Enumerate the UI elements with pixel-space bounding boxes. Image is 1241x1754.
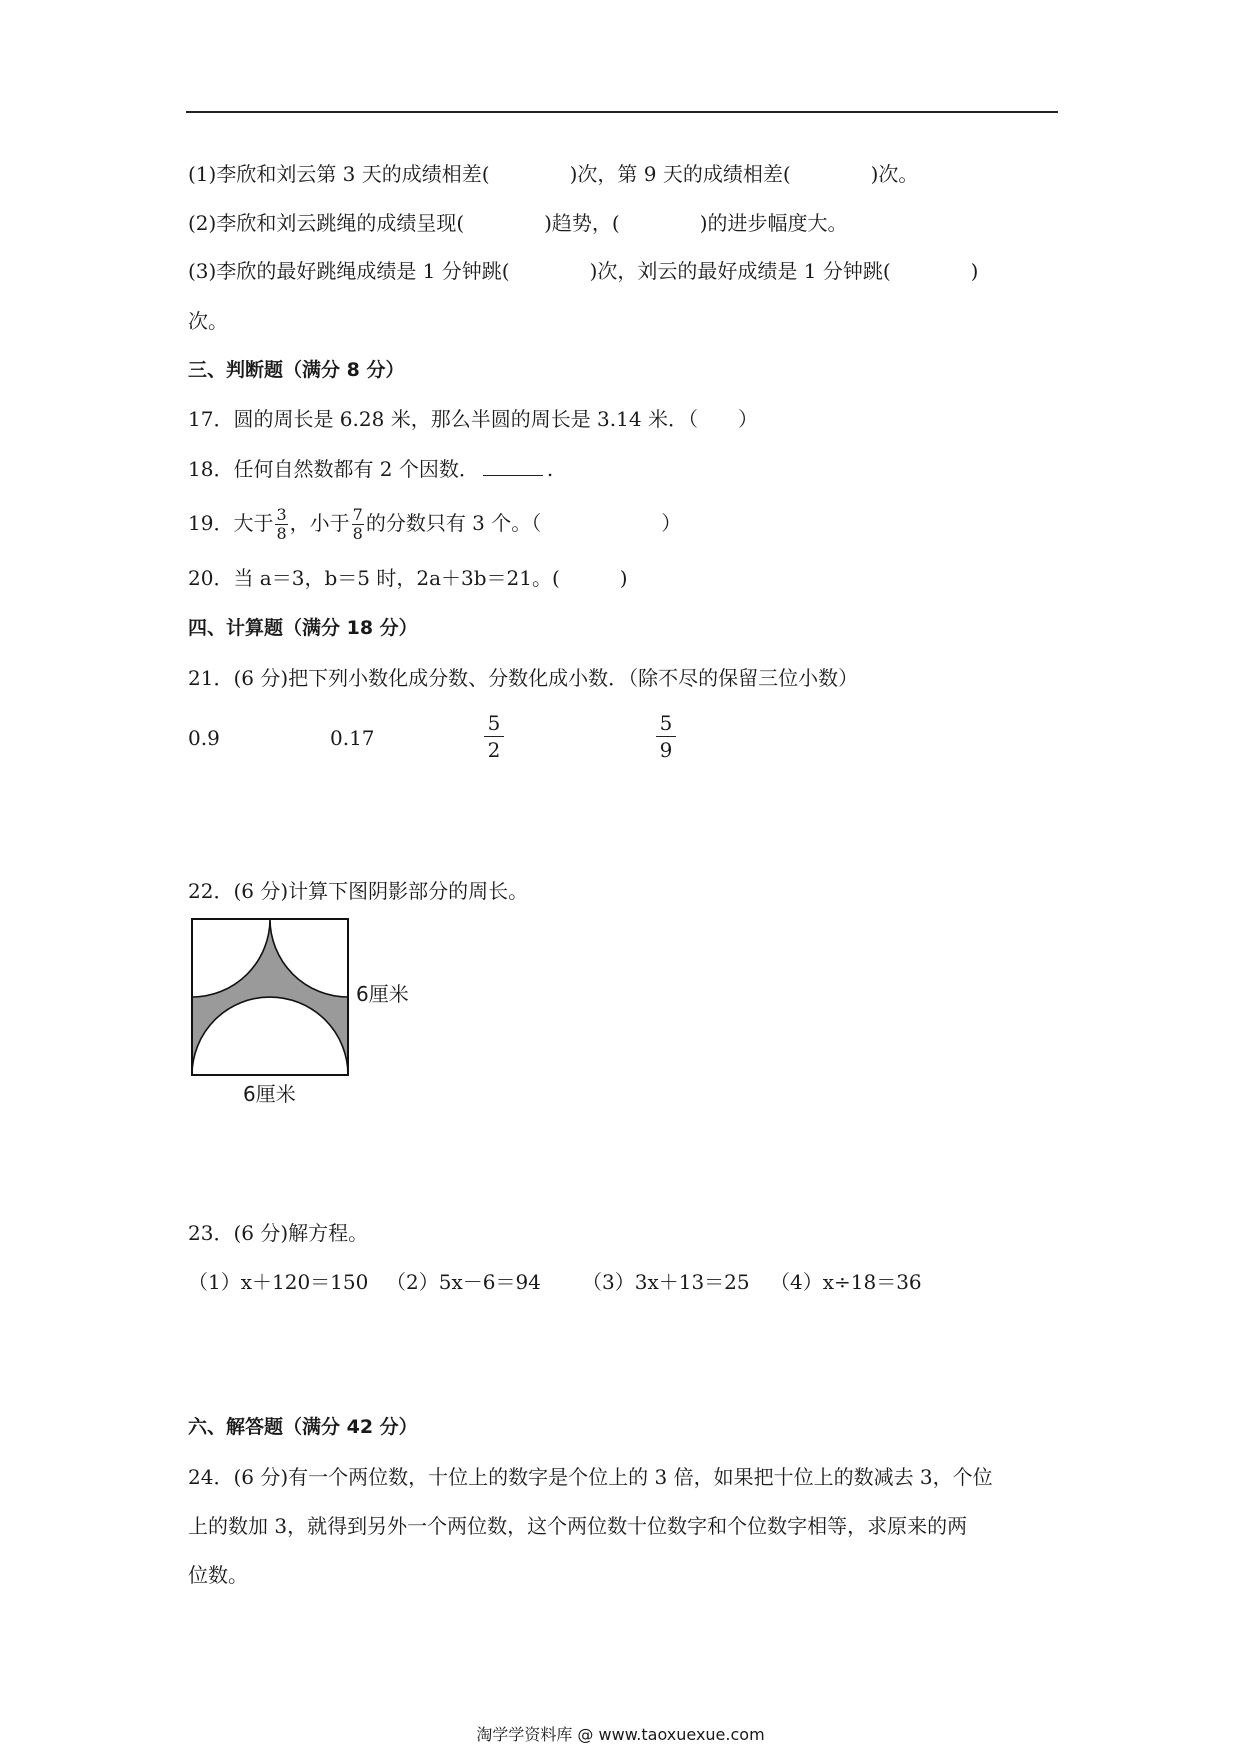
fraction-7-8: $\frac{7}{8}$ [352, 505, 363, 543]
question-18-end: . [546, 457, 554, 481]
bottom-length-label: 6厘米 [243, 1082, 296, 1106]
question-19-mid: ，小于 [289, 511, 350, 535]
question-19-post: 的分数只有 3 个。（ ） [365, 511, 682, 535]
q24-line-2: 上的数加 3，就得到另外一个两位数，这个两位数十位数字和个位数字相等，求原来的两 [188, 1514, 968, 1538]
question-18 [188, 455, 553, 483]
question-19 [188, 506, 681, 543]
equation-3: （3）3x＋13＝25 [582, 1270, 750, 1294]
q21-fraction-5-9: $\frac{5}{9}$ [656, 710, 676, 763]
section-4-title: 四、计算题（满分 18 分） [188, 617, 418, 639]
question-20: 20．当 a＝3，b＝5 时，2a＋3b＝21。( ) [188, 566, 628, 590]
equation-1: （1）x＋120＝150 [188, 1270, 369, 1294]
question-22: 22．(6 分)计算下图阴影部分的周长。 [188, 879, 529, 903]
question-21: 21．(6 分)把下列小数化成分数、分数化成小数．（除不尽的保留三位小数） [188, 666, 859, 690]
q21-item-b: 0.17 [330, 726, 375, 750]
shaded-region [192, 919, 348, 1075]
q16-line-1: (1)李欣和刘云第 3 天的成绩相差( )次，第 9 天的成绩相差( )次。 [188, 162, 919, 186]
q16-line-4: 次。 [188, 309, 228, 333]
question-19-pre: 19．大于 [188, 511, 274, 535]
q16-line-3: (3)李欣的最好跳绳成绩是 1 分钟跳( )次，刘云的最好成绩是 1 分钟跳( ) [188, 259, 979, 283]
shaded-arcs-figure [190, 917, 360, 1087]
question-23: 23．(6 分)解方程。 [188, 1221, 369, 1245]
q21-item-a: 0.9 [188, 726, 220, 750]
equation-2: （2）5x－6＝94 [386, 1270, 541, 1294]
section-3-title: 三、判断题（满分 8 分） [188, 359, 405, 381]
question-18-text: 18．任何自然数都有 2 个因数． [188, 457, 479, 481]
question-17: 17．圆的周长是 6.28 米，那么半圆的周长是 3.14 米．（ ） [188, 407, 758, 431]
side-length-label: 6厘米 [356, 982, 409, 1006]
section-6-title: 六、解答题（满分 42 分） [188, 1416, 418, 1438]
answer-blank [483, 457, 543, 476]
q24-line-3: 位数。 [188, 1563, 248, 1587]
header-rule [186, 111, 1058, 113]
equation-4: （4）x÷18＝36 [770, 1270, 922, 1294]
fraction-3-8: $\frac{3}{8}$ [276, 505, 287, 543]
q24-line-1: 24．(6 分)有一个两位数，十位上的数字是个位上的 3 倍，如果把十位上的数减去 3，个位 [188, 1465, 993, 1489]
footer-watermark: 淘学学资料库 @ www.taoxuexue.com [476, 1725, 765, 1744]
q21-fraction-5-2: $\frac{5}{2}$ [484, 710, 504, 763]
q16-line-2: (2)李欣和刘云跳绳的成绩呈现( )趋势，( )的进步幅度大。 [188, 211, 848, 235]
